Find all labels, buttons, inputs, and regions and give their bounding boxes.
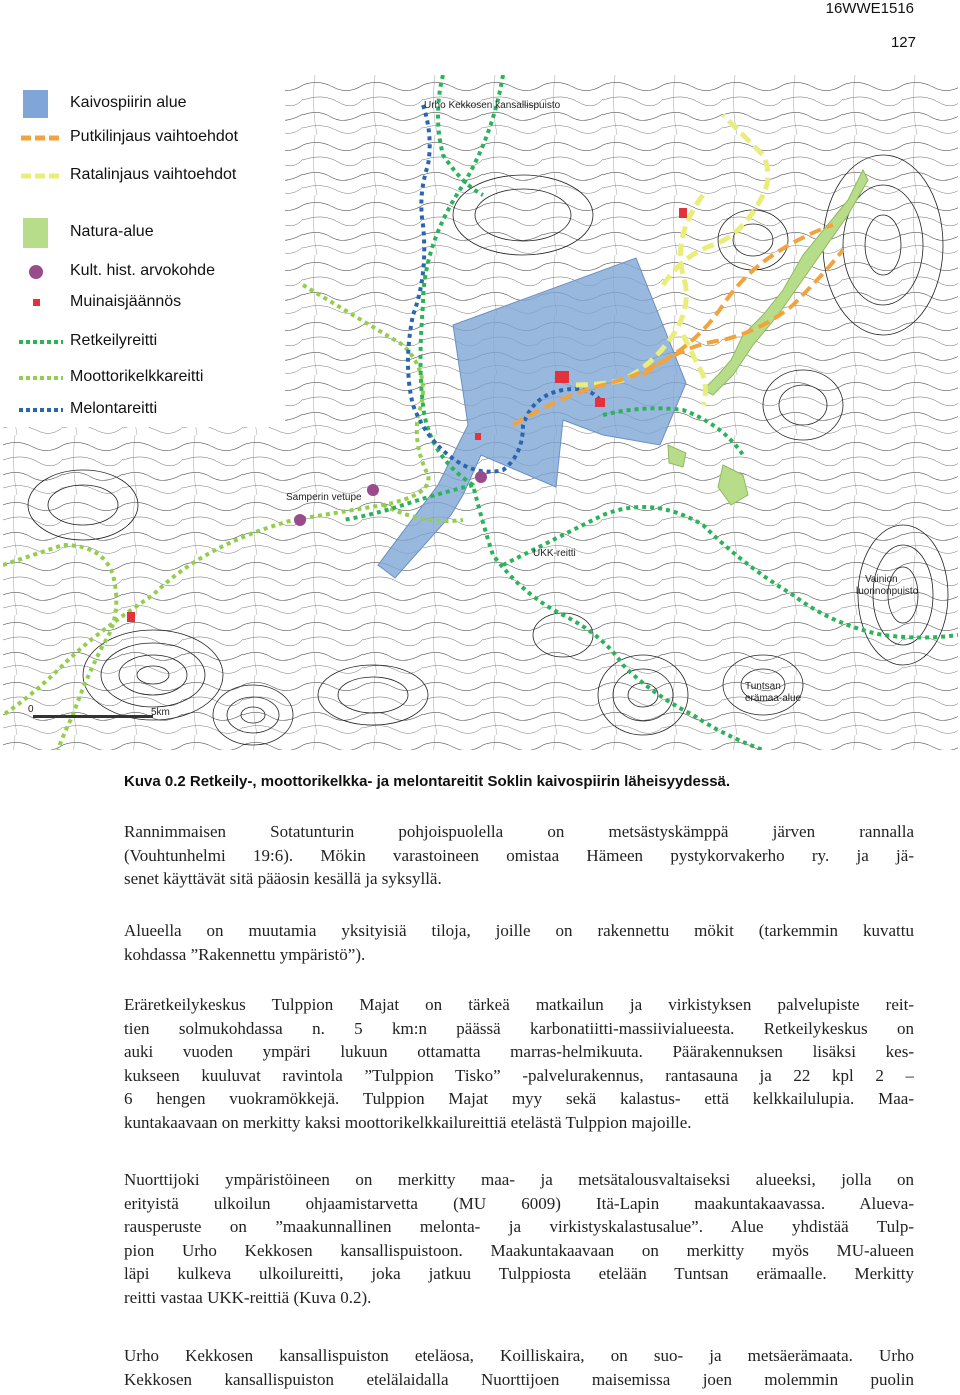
text-line: Urho Kekkosen kansallispuiston eteläosa, Koilliskaira, on suo- ja metsäerämaata. Urho [124, 1346, 914, 1365]
legend-label: Kaivospiirin alue [70, 94, 187, 111]
paragraph-hunting-cabin [124, 820, 914, 891]
legend-label: Putkilinjaus vaihtoehdot [70, 128, 239, 145]
lightgreen-dotted-line-icon [3, 363, 63, 393]
legend-item-cultural-heritage [3, 257, 285, 287]
paragraph-koilliskaira [124, 1344, 914, 1391]
blue-dotted-line-icon [3, 395, 63, 425]
text-line: kukseen kuuluvat ravintola ”Tulppion Tisko” -palvelurakennus, rantasauna ja 22 kpl 2 – [124, 1065, 914, 1085]
text-line: Eräretkeilykeskus Tulppion Majat on tärkeä matkailun ja virkistyksen palvelupiste reit- [124, 995, 914, 1014]
legend-label: Kult. hist. arvokohde [70, 262, 215, 279]
text-line: kuntakaavaan on merkitty kaksi moottorikelkkailureittiä etelästä Tulppion majoille. [124, 1112, 692, 1132]
paragraph-tulppion-majat [124, 993, 914, 1134]
text-line: erityistä ulkoilun ohjaamistarvetta (MU 6009) Itä-Lapin maakuntakaavassa. Alueva- [124, 1193, 914, 1213]
map-legend [3, 75, 285, 427]
legend-item-canoe-route [3, 395, 285, 425]
text-line: senet käyttävät sitä pääosin kesällä ja syksyllä. [124, 869, 442, 888]
green-area-swatch-icon [3, 218, 63, 248]
scale-end: 5km [151, 707, 170, 718]
legend-label: Muinaisjäännös [70, 293, 182, 310]
legend-label: Natura-alue [70, 223, 154, 240]
text-line: Alueella on muutamia yksityisiä tiloja, joille on rakennettu mökit (tarkemmin kuvattu [124, 921, 914, 940]
legend-item-hiking-route [3, 327, 285, 357]
legend-item-mining-district [3, 89, 285, 119]
figure-caption: Kuva 0.2 Retkeily-, moottorikelkka- ja melontareitit Soklin kaivospiirin läheisyydessä. [124, 773, 731, 790]
text-line: reitti vastaa UKK-reittiä (Kuva 0.2). [124, 1287, 372, 1307]
text-line: Kekkosen kansallispuiston etelälaidalla Nuorttijoen maisemissa joen molemmin puolin [124, 1369, 914, 1389]
legend-item-railway [3, 161, 285, 191]
legend-label: Melontareitti [70, 400, 158, 417]
text-line: läpi kulkeva ulkoilureitti, joka jatkuu Tulppiosta etelään Tuntsan erämaalle. Merkitty [124, 1264, 914, 1283]
tuntsa-label-line2: erämaa-alue [745, 693, 802, 704]
text-line: 6 hengen vuokramökkejä. Tulppion Majat myy sekä kalastus- että kelkkailulupia. Maa- [124, 1089, 914, 1108]
page-number: 127 [890, 34, 916, 51]
text-line: Nuorttijoki ympäristöineen on merkitty maa- ja metsätalousvaltaiseksi alueeksi, jolla on [124, 1170, 914, 1189]
ukk-route-label: UKK-reitti [533, 548, 576, 559]
green-dotted-line-icon [3, 327, 63, 357]
red-square-icon [3, 288, 63, 318]
tuntsa-label-line1: Tuntsan [745, 681, 781, 692]
legend-item-snowmobile-route [3, 363, 285, 393]
legend-label: Moottorikelkkareitti [70, 368, 204, 385]
text-line: kohdassa ”Rakennettu ympäristö”). [124, 944, 366, 964]
park-label: Urho Kekkosen kansallispuisto [424, 100, 561, 111]
vainion-label-line1: Vainion [865, 574, 898, 585]
legend-item-ancient-relic [3, 288, 285, 318]
legend-item-natura [3, 218, 285, 248]
orange-dashed-line-icon [3, 123, 63, 153]
paragraph-private-estates [124, 919, 914, 966]
paragraph-nuorttijoki [124, 1168, 914, 1309]
yellow-dashed-line-icon [3, 161, 63, 191]
vainion-label-line2: luonnonpuisto [856, 586, 919, 597]
text-line: tien solmukohdassa n. 5 km:n päässä karbonatiitti-massiivialueesta. Retkeilykeskus on [124, 1018, 914, 1038]
purple-dot-icon [3, 257, 63, 287]
text-line: auki vuoden ympäri lukuun ottamatta marras-helmikuuta. Päärakennuksen lisäksi kes- [124, 1042, 914, 1061]
samperi-label: Samperin vetupe [286, 492, 362, 503]
legend-label: Retkeilyreitti [70, 332, 158, 349]
text-line: Rannimmaisen Sotatunturin pohjoispuolella on metsästyskämppä järven rannalla [124, 822, 914, 841]
document-code: 16WWE1516 [825, 0, 914, 17]
text-line: rausperuste on ”maakunnallinen melonta- ja virkistyskalastusalue”. Alue yhdistää Tulp- [124, 1217, 914, 1236]
text-line: (Vouhtunhelmi 19:6). Mökin varastoineen omistaa Hämeen pystykorvakerho ry. ja jä- [124, 845, 914, 865]
blue-area-swatch-icon [3, 89, 63, 119]
legend-item-pipeline [3, 123, 285, 153]
text-line: pion Urho Kekkosen kansallispuistoon. Maakuntakaavaan on merkitty myös MU-alueen [124, 1240, 914, 1260]
legend-label: Ratalinjaus vaihtoehdot [70, 166, 237, 183]
scale-zero: 0 [28, 704, 34, 715]
